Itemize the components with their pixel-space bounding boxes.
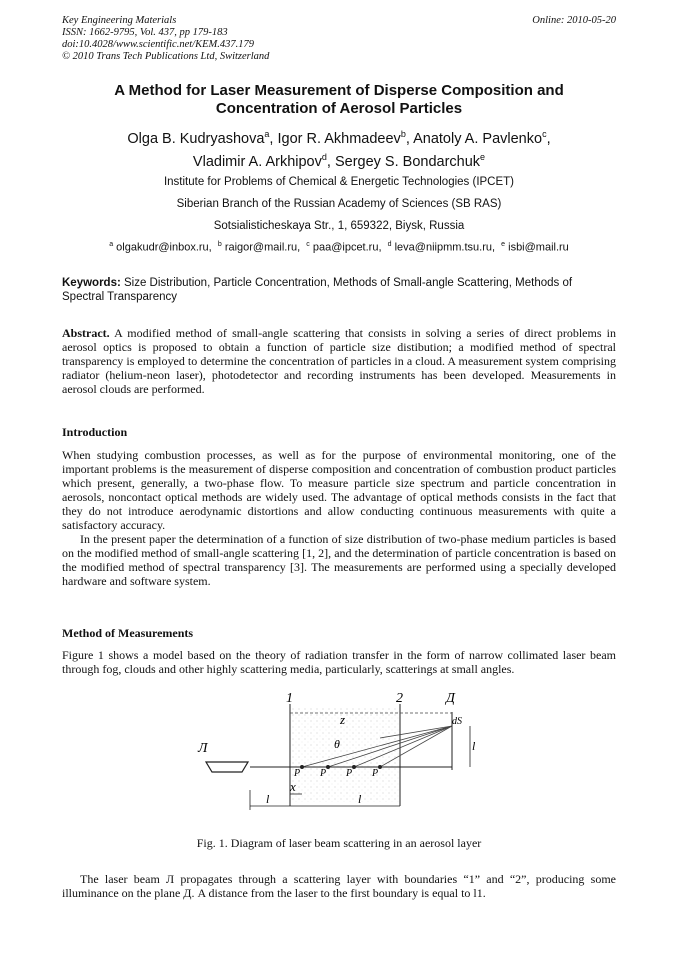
author-sup: a (264, 129, 270, 139)
email-address: isbi@mail.ru (508, 241, 569, 254)
copyright-line: © 2010 Trans Tech Publications Ltd, Switzerland (62, 51, 270, 62)
label-l1: l (266, 792, 270, 806)
author-name: Olga B. Kudryashova (127, 130, 265, 147)
keywords (62, 276, 616, 304)
author-name: Igor R. Akhmadeev (277, 130, 401, 147)
particle-point (300, 765, 304, 769)
particle-point (352, 765, 356, 769)
method-heading: Method of Measurements (62, 626, 194, 640)
abstract-label: Abstract. (62, 326, 110, 340)
paper-title (62, 82, 616, 118)
keywords-text: Size Distribution, Particle Concentration, Methods of Small-angle Scattering, Methods of Spectral Transparency (62, 277, 573, 303)
laser-shape (206, 762, 248, 772)
affiliation-line-1: Institute for Problems of Chemical & Energetic Technologies (IPCET) (163, 176, 515, 188)
email-sup: a (109, 241, 114, 248)
introduction-body (62, 448, 616, 588)
label-theta: θ (334, 737, 340, 751)
email-sup: c (306, 241, 310, 248)
figure-1-diagram (190, 690, 490, 818)
keywords-label: Keywords: (62, 277, 121, 289)
email-sup: e (501, 241, 506, 248)
introduction-heading: Introduction (62, 425, 128, 439)
author-sup: e (480, 151, 486, 162)
email-address: paa@ipcet.ru, (312, 241, 382, 254)
abstract (62, 326, 616, 396)
author-sep: , (405, 130, 414, 147)
author-sep: , (269, 130, 278, 147)
author-sup: c (542, 129, 547, 139)
abstract-text: A modified method of small-angle scattering that consists in solving a series of direct problems in aerosol optics is proposed to obtain a function of particle size distibution; a modified method of spectral transparency is employed to determine the concentration of particles in a cloud. A measurement system comprising radiator (helium-neon laser), photodetector and recording instruments has been developed. Measurements in aerosol clouds are performed. (62, 326, 616, 396)
author-sup: b (400, 129, 406, 139)
label-li: l (472, 739, 476, 753)
email-sup: b (217, 241, 222, 248)
label-point-P2: P (346, 768, 353, 779)
email-address: raigor@mail.ru, (224, 241, 301, 254)
author-line-1 (62, 125, 616, 148)
affiliation-line-3: Sotsialisticheskaya Str., 1, 659322, Biysk, Russia (213, 220, 465, 232)
label-boundary-1: 1 (286, 691, 293, 706)
author-name: Sergey S. Bondarchuk (334, 153, 481, 170)
label-z: z (340, 712, 346, 727)
email-address: olgakudr@inbox.ru, (116, 241, 212, 254)
title-line-2: Concentration of Aerosol Particles (215, 100, 463, 117)
particle-point (326, 765, 330, 769)
particle-point (378, 765, 382, 769)
affiliation-line-2: Siberian Branch of the Russian Academy of Sciences (SB RAS) (176, 198, 502, 210)
intro-paragraph-1: When studying combustion processes, as well as for the purpose of environmental monitoring, one of the important problems is the measurement of disperse composition and concentration of combustion product particles which present, generally, a two-phase flow. To measure particle size spectrum and particle concentration in aerosols, noncontact optical methods are widely used. The advantage of optical methods consists in the fact that they do not introduce aerodynamic distortions and allow conducting continuous measurements with quite a satisfactory accuracy. (62, 448, 616, 532)
intro-paragraph-2: In the present paper the determination of a function of size distribution of two-phase medium particles is based on the modified method of small-angle scattering [1, 2], and the determination of particle concentration is based on the modified method of spectral transparency [3]. The measurements are performed using a specially developed hardware and software system. (62, 532, 616, 588)
author-line-2 (62, 148, 616, 171)
title-line-1: A Method for Laser Measurement of Disperse Composition and (114, 82, 564, 99)
author-name: Anatoly A. Pavlenko (413, 130, 543, 147)
doi-line: doi:10.4028/www.scientific.net/KEM.437.179 (62, 39, 254, 50)
author-list (62, 125, 616, 171)
email-line (62, 241, 616, 254)
issn-line: ISSN: 1662-9795, Vol. 437, pp 179-183 (62, 27, 228, 38)
label-point-P: P (294, 768, 301, 779)
journal-header (62, 15, 269, 63)
online-date: Online: 2010-05-20 (532, 15, 616, 26)
author-sup: d (321, 151, 327, 162)
label-point-P1: P (320, 768, 327, 779)
label-boundary-2: 2 (396, 691, 403, 706)
author-sep: , (326, 153, 335, 170)
journal-name: Key Engineering Materials (62, 15, 177, 26)
label-point-P3: P (372, 768, 379, 779)
label-detector: Д (446, 691, 455, 706)
label-dS: dS (452, 716, 462, 727)
figure-caption: Fig. 1. Diagram of laser beam scattering in an aerosol layer (196, 836, 482, 850)
method-paragraph-1: Figure 1 shows a model based on the theory of radiation transfer in the form of narrow collimated laser beam through fog, clouds and other highly scattering media, particularly, scatterings at small angles. (62, 648, 616, 676)
author-sep: , (546, 130, 551, 147)
email-sup: d (387, 241, 392, 248)
email-address: leva@niipmm.tsu.ru, (394, 241, 496, 254)
label-l2: l (358, 792, 362, 806)
label-x: x (290, 779, 296, 794)
author-name: Vladimir A. Arkhipov (192, 153, 322, 170)
label-laser: Л (198, 741, 208, 756)
last-paragraph: The laser beam Л propagates through a scattering layer with boundaries “1” and “2”, producing some illuminance on the plane Д. A distance from the laser to the first boundary is equal to l1. (62, 872, 616, 900)
